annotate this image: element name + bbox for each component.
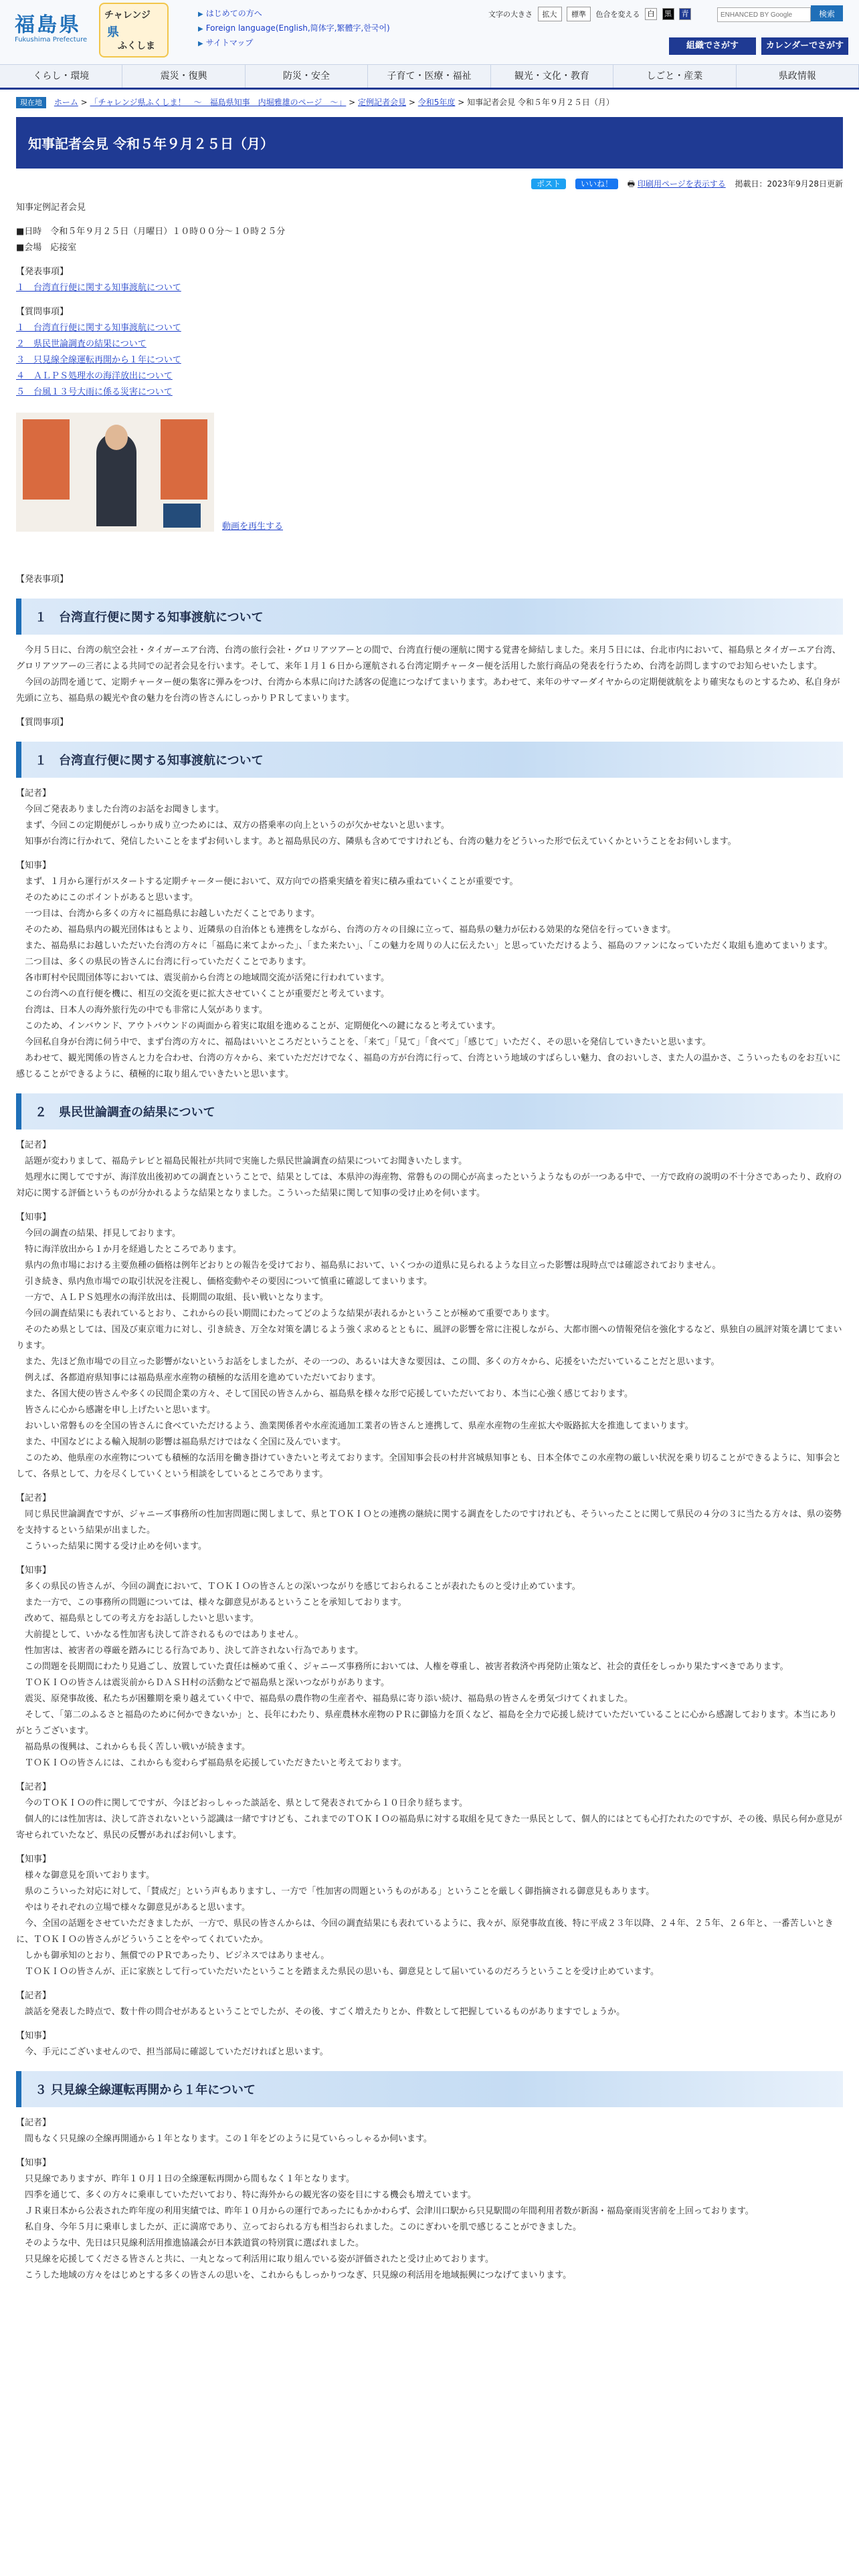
accessibility-tools: [488, 7, 694, 21]
logo-en: Fukushima Prefecture: [15, 36, 88, 43]
section-heading: １ 台湾直行便に関する知事渡航について: [16, 599, 843, 635]
print-icon: 🖶: [627, 179, 636, 189]
section1-text2: 今回の訪問を通じて、定期チャーター便の集客に弾みをつけ、台湾から本県に向けた誘客の促進につなげてまいります。あわせて、来年のサマーダイヤからの定期便就航をより確実なものとするため、私自身が先頭に立ち、福島県の観光や食の魅力を台湾の皆さんにしっかりＰＲしてまいります。: [16, 677, 840, 704]
mascot-line3: ふくしま: [118, 41, 155, 51]
governor-label: 【知事】: [16, 1566, 52, 1576]
arrow-right-icon: ▶: [198, 11, 203, 18]
mascot-line1: チャレンジ: [104, 10, 151, 21]
tweet-button[interactable]: ポスト: [531, 179, 566, 189]
reporter-label: 【記者】: [16, 1782, 52, 1792]
reporter-label: 【記者】: [16, 1991, 52, 2001]
intro-datetime: ■日時 令和５年９月２５日（月曜日）１０時００分～１０時２５分: [16, 227, 286, 237]
nav-item-safety[interactable]: 防災・安全: [246, 65, 368, 88]
page-title: 知事記者会見 令和５年９月２５日（月）: [16, 117, 843, 169]
top-link-first-time[interactable]: ▶ はじめての方へ: [198, 9, 262, 18]
question-link[interactable]: ４ ＡＬＰＳ処理水の海洋放出について: [16, 371, 173, 381]
breadcrumb-home[interactable]: ホーム: [54, 98, 78, 107]
governor-answer: まず、１月から運行がスタートする定期チャーター便において、双方向での搭乗実績を着実に積み重ねていくことが重要です。 そのためにこのポイントがあると思います。 一つ目は、台湾から多くの方々に福島県にお越しいただくことであります。 そのため、福島県内の観光団体はもとより、近隣県の自治体とも連携をしながら、台湾の方々の目線に立って、福島県の魅力が伝わる効果的な発信を行っていきます。 また、福島県にお越しいただいた台湾の方々に「福島に来てよかった」、「また来たい」、「この魅力を周りの人に伝えたい」と思っていただけるよう、福島のファンになっていただく取組も進めてまいります。 二つ目は、多くの県民の皆さんに台湾に行っていただくことであります。 各市町村や民間団体等においては、震災前から台湾との地域間交流が活発に行われています。 この台湾への直行便を機に、相互の交流を更に拡大させていくことが重要だと考えています。 台湾は、日本人の海外旅行先の中でも非常に人気があります。 このため、インバウンド、アウトバウンドの両面から着実に取組を進めることが、定期便化への鍵になると考えています。 今回私自身が台湾に伺う中で、まず台湾の方々に、福島はいいところだということを、「来て」「見て」「食べて」「感じて」いただく、その思いを発信していきたいと思います。 あわせて、観光関係の皆さんと力を合わせ、台湾の方々から、来ていただだけでなく、福島の方が台湾に行って、台湾という地域のすばらしい魅力、食のおいしさ、また人の温かさ、こういったものをお互いに感じることができるように、積極的に取り組んでいきたいと思います。: [16, 877, 841, 1079]
governor-label: 【知事】: [16, 2158, 52, 2168]
question-link[interactable]: １ 台湾直行便に関する知事渡航について: [16, 323, 181, 333]
video-block: [16, 413, 843, 532]
logo-ja: 福島県: [15, 13, 81, 37]
intro-place: ■会場 応接室: [16, 243, 77, 253]
question-link[interactable]: ５ 台風１３号大雨に係る災害について: [16, 387, 173, 397]
site-header: [0, 0, 859, 64]
governor-answer: 今回の調査の結果、拝見しております。 特に海洋放出から１か月を経過したところであります。 県内の魚市場における主要魚種の価格は例年どおりとの報告を受けており、福島県において、いくつかの道県に見られるような目立った影響は現時点では確認されておりません。 引き続き、県内魚市場での取引状況を注視し、価格変動やその要因について慎重に確認してまいります。 一方で、ＡＬＰＳ処理水の海洋放出は、長期間の取組、長い戦いとなります。 今回の調査結果にも表れているとおり、これからの長い期間にわたってどのような結果が表れるかということが極めて重要であります。 そのため県としては、国及び東京電力に対し、引き続き、万全な対策を講じるよう強く求めるとともに、風評の影響を常に注視しながら、大都市圏への情報発信を強化するなど、県独自の風評対策を講じてまいります。 また、先ほど魚市場での目立った影響がないというお話をしましたが、その一つの、あるいは大きな要因は、この間、多くの方々から、応援をいただいていることだと思います。 例えば、各都道府県知事には福島県産水産物の積極的な活用を進めていただいております。 また、各国大使の皆さんや多くの民間企業の方々、そして国民の皆さんから、福島県を様々な形で応援していただいており、本当に心強く感じております。 皆さんに心から感謝を申し上げたいと思います。 おいしい常磐ものを全国の皆さんに食べていただけるよう、漁業関係者や水産流通加工業者の皆さんと連携して、県産水産物の生産拡大や販路拡大を推進してまいります。 また、中国などによる輸入規制の影響は福島県だけではなく全国に及んでいます。 このため、他県産の水産物についても積極的な活用を働き掛けていきたいと考えております。全国知事会長の村井宮城県知事とも、日本全体でこの水産物の厳しい状況を乗り切ることができるように、知事会として、各県として、力を尽くしていくという相談をしているところであります。: [16, 1228, 842, 1479]
nav-item-government[interactable]: 県政情報: [737, 65, 859, 88]
questions-label: 【質問事項】: [16, 307, 69, 317]
breadcrumb-badge: 現在地: [16, 97, 46, 108]
reporter-question: 今のＴＯＫＩＯの件に関してですが、今ほどおっしゃった談話を、県として発表されてから１０日余り経ちます。 個人的には性加害は、決して許されないという認識は一緒ですけども、これまでのＴＯＫＩＯの福島県に対する取組を見てきた一県民として、個人的にはとても心打たれたのですが、その後、県民ら何か意見が寄せられていたなど、県民の反響があればお伺いします。: [16, 1798, 842, 1840]
color-white-button[interactable]: 白: [645, 8, 657, 20]
qa-label: 【質問事項】: [16, 718, 69, 728]
breadcrumb-fiscal-year[interactable]: 令和5年度: [417, 98, 456, 107]
intro-category: 知事定例記者会見: [16, 203, 86, 213]
section-heading: ３ 只見線全線運転再開から１年について: [16, 2071, 843, 2107]
top-link-foreign-language[interactable]: ▶ Foreign language(English,简体字,繁體字,한국어): [198, 23, 390, 33]
announcements-label: 【発表事項】: [16, 267, 69, 277]
reporter-question: 今回ご発表ありました台湾のお話をお聞きします。 まず、今回この定期便がしっかり成り立つためには、双方の搭乗率の向上というのが欠かせないと思います。 知事が台湾に行かれて、発信したいことをまずお伺いします。あと福島県民の方、隣県も含めてですけれども、台湾の魅力をどういった形で伝えていくかということをお伺いします。: [25, 804, 737, 847]
font-size-label: 文字の大きさ: [488, 10, 533, 19]
governor-label: 【知事】: [16, 1212, 52, 1222]
question-link[interactable]: ２ 県民世論調査の結果について: [16, 339, 147, 349]
mascot-line2: 県: [107, 25, 119, 39]
top-link-sitemap[interactable]: ▶ サイトマップ: [198, 38, 254, 47]
breadcrumb-press-conference[interactable]: 定例記者会見: [358, 98, 407, 107]
play-video-link[interactable]: 動画を再生する: [222, 522, 284, 532]
like-button[interactable]: いいね！: [575, 179, 618, 189]
font-standard-button[interactable]: 標準: [567, 7, 591, 21]
top-links: [198, 7, 390, 51]
section-heading: １ 台湾直行便に関する知事渡航について: [16, 742, 843, 778]
site-logo[interactable]: [15, 8, 87, 43]
global-nav: [0, 64, 859, 90]
nav-item-industry[interactable]: しごと・産業: [613, 65, 736, 88]
press-conference-photo[interactable]: [16, 413, 214, 532]
challenge-fukushima-logo[interactable]: [99, 3, 169, 58]
question-link[interactable]: ３ 只見線全線運転再開から１年について: [16, 355, 181, 365]
section1-label: 【発表事項】: [16, 574, 69, 584]
search-by-calendar-button[interactable]: カレンダーでさがす: [761, 37, 848, 55]
reporter-question: 談話を発表した時点で、数十件の問合せがあるということでしたが、その後、すごく増えたりとか、件数として把握しているものがありますでしょうか。: [16, 2007, 626, 2017]
question-links: [16, 320, 843, 401]
governor-answer: 只見線でありますが、昨年１０月１日の全線運転再開から間もなく１年となります。 四季を通じて、多くの方々に乗車していただいており、特に海外からの観光客の姿を目にする機会も増えています。 ＪＲ東日本から公表された昨年度の利用実績では、昨年１０月からの運行であったにもかかわらず、会津川口駅から只見駅間の年間利用者数が新潟・福島豪雨災害前を上回っております。 私自身、今年５月に乗車しましたが、正に満席であり、立っておられる方も相当おられました。このにぎわいを肌で感じることができました。 そのような中、先日は只見線利活用推進協議会が日本鉄道賞の特別賞に選ばれました。 只見線を応援してくださる皆さんと共に、一丸となって利活用に取り組んでいる姿が評価されたと受け止めております。 こうした地域の方々をはじめとする多くの皆さんの思いを、これからもしっかりつなぎ、只見線の利活用を地域振興につなげてまいります。: [25, 2174, 754, 2280]
page-utility-bar: [16, 178, 843, 192]
reporter-label: 【記者】: [16, 2118, 52, 2128]
arrow-right-icon: ▶: [198, 25, 203, 33]
governor-answer: 今、手元にございませんので、担当部局に確認していただければと思います。: [16, 2047, 328, 2057]
reporter-question: 話題が変わりまして、福島テレビと福島民報社が共同で実施した県民世論調査の結果についてお聞きいたします。 処理水に関してですが、海洋放出後初めての調査ということで、結果としては、本県沖の海産物、常磐ものの開心が高まったというようなものが一つある中で、一方で政府の説明の不十分さであったり、政府の対応に関する評価というものが分かれるような結果となりました。こういった結果に関して知事の受け止めを伺います。: [16, 1156, 842, 1198]
governor-label: 【知事】: [16, 2031, 52, 2041]
posted-date: 掲載日：2023年9月28日更新: [735, 179, 843, 189]
nav-item-living[interactable]: くらし・環境: [0, 65, 122, 88]
section1-text: 今月５日に、台湾の航空会社・タイガーエア台湾、台湾の旅行会社・グロリアツアーとの間で、台湾直行便の運航に関する覚書を締結しました。来月５日には、台北市内において、福島県とタイガーエア台湾、グロリアツアーの三者による共同での記者会見を行います。そして、来年１月１６日から運航される台湾定期チャーター便を活用した旅行商品の発表を行うため、台湾を訪問しますのでお知らせいたします。: [16, 645, 841, 671]
governor-label: 【知事】: [16, 861, 52, 871]
governor-answer: 様々な御意見を頂いております。 県のこういった対応に対して、「賛成だ」という声もありますし、一方で「性加害の問題というものがある」ということを厳しく御指摘される御意見もあります。 やはりそれぞれの立場で様々な御意見があると思います。 今、全国の話題をさせていただきましたが、一方で、県民の皆さんからは、今回の調査結果にも表れているように、我々が、原発事故直後、特に平成２３年以降、２４年、２５年、２６年と、一番苦しいときに、ＴＯＫＩＯの皆さんがどういうことをやってくれていたか。 しかも御承知のとおり、無償でのＰＲであったり、ビジネスではありません。 ＴＯＫＩＯの皆さんが、正に家族として行っていただいたということを踏まえた県民の思いも、御意見として届いているのだろうということを受け止めています。: [16, 1870, 834, 1977]
search-by-org-button[interactable]: 組織でさがす: [669, 37, 756, 55]
reporter-label: 【記者】: [16, 1493, 52, 1503]
color-black-button[interactable]: 黒: [662, 8, 674, 20]
announcement-links: [16, 280, 843, 296]
breadcrumb-current: 知事記者会見 令和５年９月２５日（月）: [467, 98, 614, 107]
nav-item-recovery[interactable]: 震災・復興: [122, 65, 245, 88]
print-link[interactable]: 印刷用ページを表示する: [637, 179, 726, 189]
reporter-question: 間もなく只見線の全線再開通から１年となります。この１年をどのように見ていらっしゃるか伺います。: [16, 2134, 432, 2144]
announcement-link[interactable]: １ 台湾直行便に関する知事渡航について: [16, 283, 181, 293]
font-enlarge-button[interactable]: 拡大: [538, 7, 562, 21]
nav-item-welfare[interactable]: 子育て・医療・福祉: [368, 65, 490, 88]
arrow-right-icon: ▶: [198, 40, 203, 47]
main-content: [0, 192, 859, 2284]
color-blue-button[interactable]: 青: [679, 8, 691, 20]
governor-label: 【知事】: [16, 1854, 52, 1864]
site-search: [717, 5, 843, 22]
nav-item-tourism[interactable]: 観光・文化・教育: [491, 65, 613, 88]
section-heading: ２ 県民世論調査の結果について: [16, 1093, 843, 1130]
governor-answer: 多くの県民の皆さんが、今回の調査において、ＴＯＫＩＯの皆さんとの深いつながりを感じておられることが表れたものと受け止めています。 また一方で、この事務所の問題については、様々な御意見があるということを承知しております。 改めて、福島県としての考え方をお話ししたいと思います。 大前提として、いかなる性加害も決して許されるものではありません。 性加害は、被害者の尊厳を踏みにじる行為であり、決して許されない行為であります。 この問題を長期間にわたり見過ごし、放置していた責任は極めて重く、ジャニーズ事務所においては、人権を尊重し、被害者救済や再発防止策など、社会的責任をしっかり果たすべきであります。 ＴＯＫＩＯの皆さんは震災前からＤＡＳＨ村の活動などで福島県と深いつながりがあります。 震災、原発事故後、私たちが困難期を乗り越えていく中で、福島県の農作物の生産者や、福島県に寄り添い続け、福島県の皆さんを勇気づけてくれました。 そして、「第二のふるさと福島のために何かできないか」と、長年にわたり、県産農林水産物のＰＲに御協力を頂くなど、福島を全力で応援し続けていただいていることに心から感謝しております。本当にありがとうございます。 福島県の復興は、これからも長く苦しい戦いが続きます。 ＴＯＫＩＯの皆さんには、これからも変わらず福島県を応援していただきたいと考えております。: [16, 1582, 838, 1768]
search-button[interactable]: 検索: [811, 5, 843, 21]
reporter-label: 【記者】: [16, 1140, 52, 1150]
color-label: 色合を変える: [595, 10, 640, 19]
reporter-question: 同じ県民世論調査ですが、ジャニーズ事務所の性加害問題に関しまして、県とＴＯＫＩＯとの連携の継続に関する調査をしたのですけれども、そういったことに関して県民の４分の３に当たる方々は、県の姿勢を支持するという結果が出ました。 こういった結果に関する受け止めを伺います。: [16, 1509, 842, 1551]
breadcrumb: 現在地 ホーム > 「チャレンジ県ふくしま！ ～ 福島県知事 内堀雅雄のページ ～」 > 定例記者会見 > 令和5年度 > 知事記者会見 令和５年９月２５日（月）: [0, 90, 859, 112]
breadcrumb-governor-page[interactable]: 「チャレンジ県ふくしま！ ～ 福島県知事 内堀雅雄のページ ～」: [90, 98, 347, 107]
reporter-label: 【記者】: [16, 788, 52, 798]
search-input[interactable]: [717, 7, 811, 22]
